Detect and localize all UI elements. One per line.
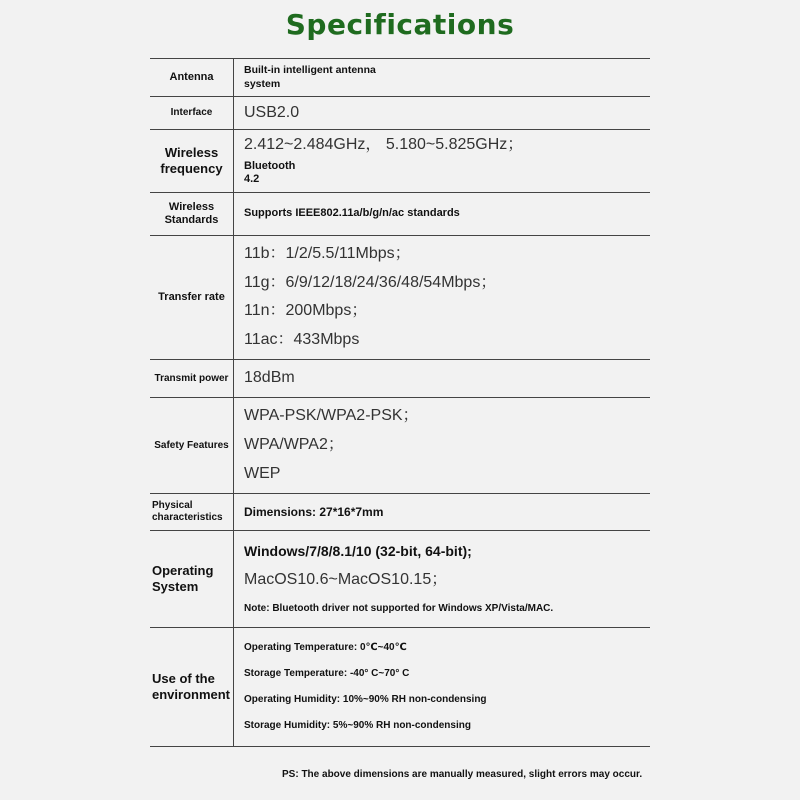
spec-row-wireless-frequency [150, 130, 650, 193]
safety-line-3: WEP [244, 465, 281, 483]
page-title: Specifications [285, 8, 515, 41]
os-line-windows: Windows/7/8/8.1/10 (32-bit, 64-bit); [244, 542, 472, 559]
env-line-storage-temp: Storage Temperature: -40° C~70° C [244, 667, 410, 679]
spec-value-wireless-standards [234, 193, 650, 235]
frequency-line-2: Bluetooth [244, 159, 296, 172]
spec-row-transfer-rate [150, 236, 650, 360]
footnote: PS: The above dimensions are manually measured, slight errors may occur. [282, 769, 643, 780]
transfer-line-11g: 11g：6/9/12/18/24/36/48/54Mbps； [244, 273, 497, 291]
physical-line-1: Dimensions: 27*16*7mm [244, 504, 384, 519]
os-line-note: Note: Bluetooth driver not supported for Windows XP/Vista/MAC. [244, 602, 554, 614]
antenna-line-2: system [244, 77, 281, 90]
spec-value-physical-characteristics [234, 494, 650, 530]
spec-row-safety-features [150, 398, 650, 494]
spec-label-wireless-standards: Wireless Standards [150, 193, 234, 235]
env-line-operating-humidity: Operating Humidity: 10%~90% RH non-condensing [244, 693, 487, 705]
spec-label-environment: Use of the environment [150, 628, 234, 746]
spec-label-operating-system: Operating System [150, 531, 234, 627]
transfer-line-11b: 11b：1/2/5.5/11Mbps； [244, 244, 411, 262]
transmit-power-line-1: 18dBm [244, 369, 295, 387]
spec-row-interface [150, 97, 650, 130]
frequency-line-1: 2.412~2.484GHz， 5.180~5.825GHz； [244, 135, 524, 153]
standards-line-1: Supports IEEE802.11a/b/g/n/ac standards [244, 207, 460, 220]
spec-value-environment [234, 628, 650, 746]
safety-line-1: WPA-PSK/WPA2-PSK； [244, 407, 419, 425]
spec-label-transmit-power: Transmit power [150, 360, 234, 397]
env-line-storage-humidity: Storage Humidity: 5%~90% RH non-condensing [244, 719, 471, 731]
spec-label-safety-features: Safety Features [150, 398, 234, 493]
spec-row-antenna [150, 59, 650, 97]
spec-label-transfer-rate: Transfer rate [150, 236, 234, 359]
spec-value-safety-features [234, 398, 650, 493]
interface-line-1: USB2.0 [244, 103, 300, 121]
transfer-line-11ac: 11ac：433Mbps [244, 331, 360, 349]
frequency-line-3: 4.2 [244, 173, 260, 186]
spec-table [150, 58, 650, 747]
spec-value-transmit-power [234, 360, 650, 397]
safety-line-2: WPA/WPA2； [244, 436, 344, 454]
env-line-operating-temp: Operating Temperature: 0℃~40℃ [244, 641, 407, 653]
spec-row-transmit-power [150, 360, 650, 398]
spec-value-wireless-frequency [234, 130, 650, 192]
spec-row-wireless-standards [150, 193, 650, 236]
transfer-line-11n: 11n：200Mbps； [244, 302, 368, 320]
os-line-macos: MacOS10.6~MacOS10.15； [244, 571, 448, 589]
antenna-line-1: Built-in intelligent antenna [244, 64, 376, 77]
spec-value-transfer-rate [234, 236, 650, 359]
spec-label-antenna: Antenna [150, 59, 234, 96]
spec-row-operating-system [150, 531, 650, 628]
spec-label-physical-characteristics: Physical characteristics [150, 494, 234, 530]
spec-value-antenna [234, 59, 650, 96]
spec-label-interface: Interface [150, 97, 234, 129]
spec-row-physical-characteristics [150, 494, 650, 531]
spec-label-wireless-frequency: Wireless frequency [150, 130, 234, 192]
spec-value-interface [234, 97, 650, 129]
spec-row-environment [150, 628, 650, 747]
spec-value-operating-system [234, 531, 650, 627]
